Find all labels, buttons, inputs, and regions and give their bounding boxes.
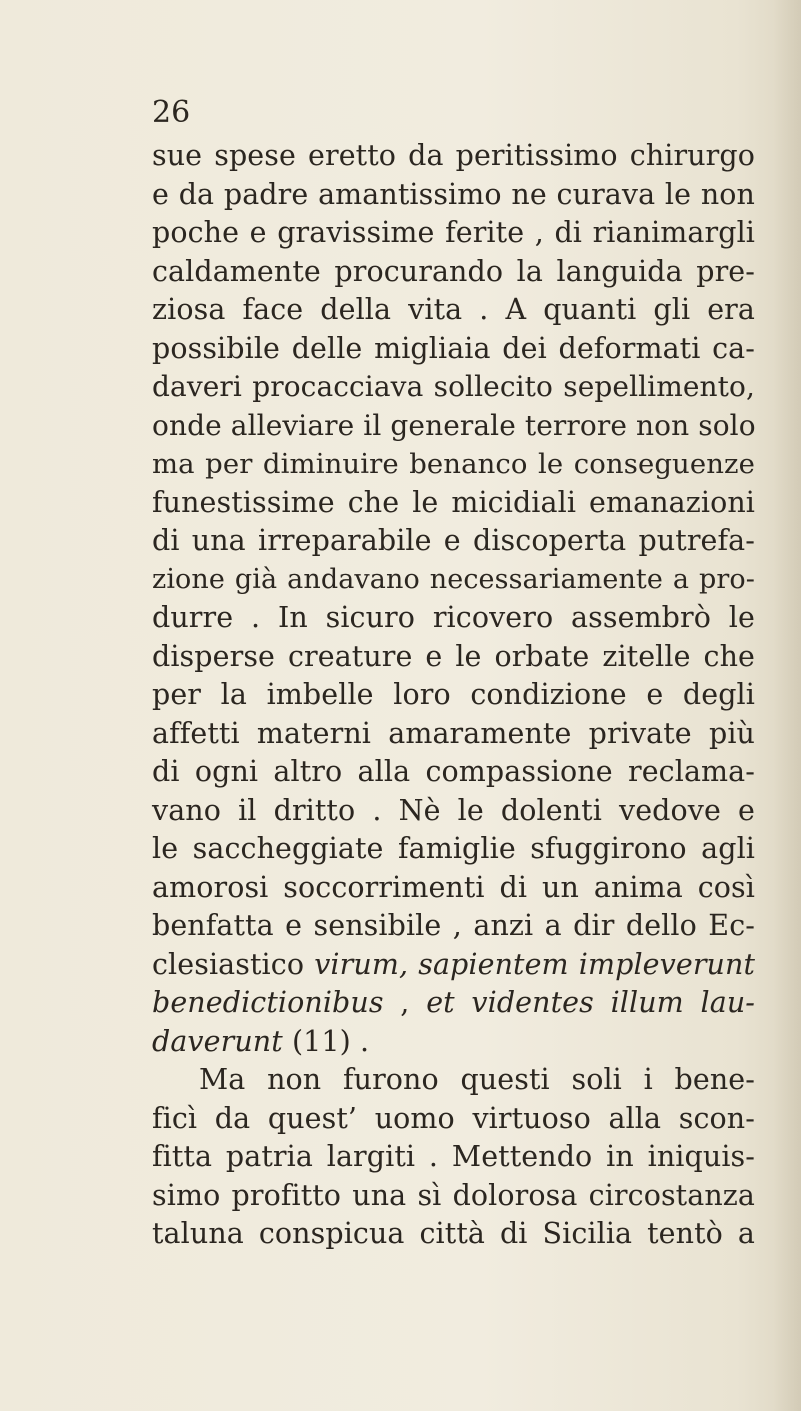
text-line: zione già andavano necessariamente a pro- [152,563,755,595]
quote-line [152,984,755,1023]
latin-quote: benedictionibus [152,986,384,1019]
text-line: ziosa face della vita . A quanti gli era [152,293,755,326]
text-line: ma per diminuire benanco le conseguenze [152,448,755,480]
text-line: possibile delle migliaia dei deformati ca- [152,331,755,365]
text-line: durre . In sicuro ricovero assembrò le [152,601,755,634]
quote-line [152,1023,755,1062]
page-number: 26 [152,95,191,130]
latin-quote: virum, sapientem impleverunt [314,947,756,981]
text-line: di ogni altro alla compassione reclama- [152,755,755,788]
text-line: daveri procacciava sollecito sepellimento, [152,370,755,403]
text-line: fitta patria largiti . Mettendo in iniquis- [152,1140,755,1173]
text-line: amorosi soccorrimenti di un anima così [152,870,755,904]
latin-quote: et videntes illum lau- [426,986,756,1019]
footnote-reference: (11) . [282,1024,370,1058]
text-line: sue spese eretto da peritissimo chirurgo [152,139,755,172]
body-text [152,137,755,1254]
latin-quote: daverunt [152,1024,283,1058]
text-line: onde alleviare il generale terrore non solo [152,408,756,442]
quote-intro: clesiastico [152,947,315,981]
quote-line [152,946,755,985]
text-line: e da padre amantissimo ne curava le non [152,177,755,211]
text-line: Ma non furono questi soli i bene- [199,1063,755,1096]
text-line: simo profitto una sì dolorosa circostanza [152,1178,755,1212]
text-line: affetti materni amaramente private più [152,716,755,750]
text-line: taluna conspicua città di Sicilia tentò a [152,1217,755,1250]
text-line: le saccheggiate famiglie sfuggirono agli [152,832,755,865]
text-line: vano il dritto . Nè le dolenti vedove e [152,793,755,827]
text-line: funestissime che le micidiali emanazioni [152,485,755,519]
text-line: disperse creature e le orbate zitelle che [152,639,755,673]
text-line: caldamente procurando la languida pre- [152,254,755,288]
page-edge-shadow [773,0,801,1411]
text-line: benfatta e sensibile , anzi a dir dello Ec- [152,909,755,942]
text-line: poche e gravissime ferite , di rianimargli [152,216,755,249]
text-line: ficì da quest’ uomo virtuoso alla scon- [152,1101,755,1135]
text-line: di una irreparabile e discoperta putrefa- [152,524,755,557]
text-line: per la imbelle loro condizione e degli [152,678,755,711]
quote-separator: , [383,986,427,1019]
